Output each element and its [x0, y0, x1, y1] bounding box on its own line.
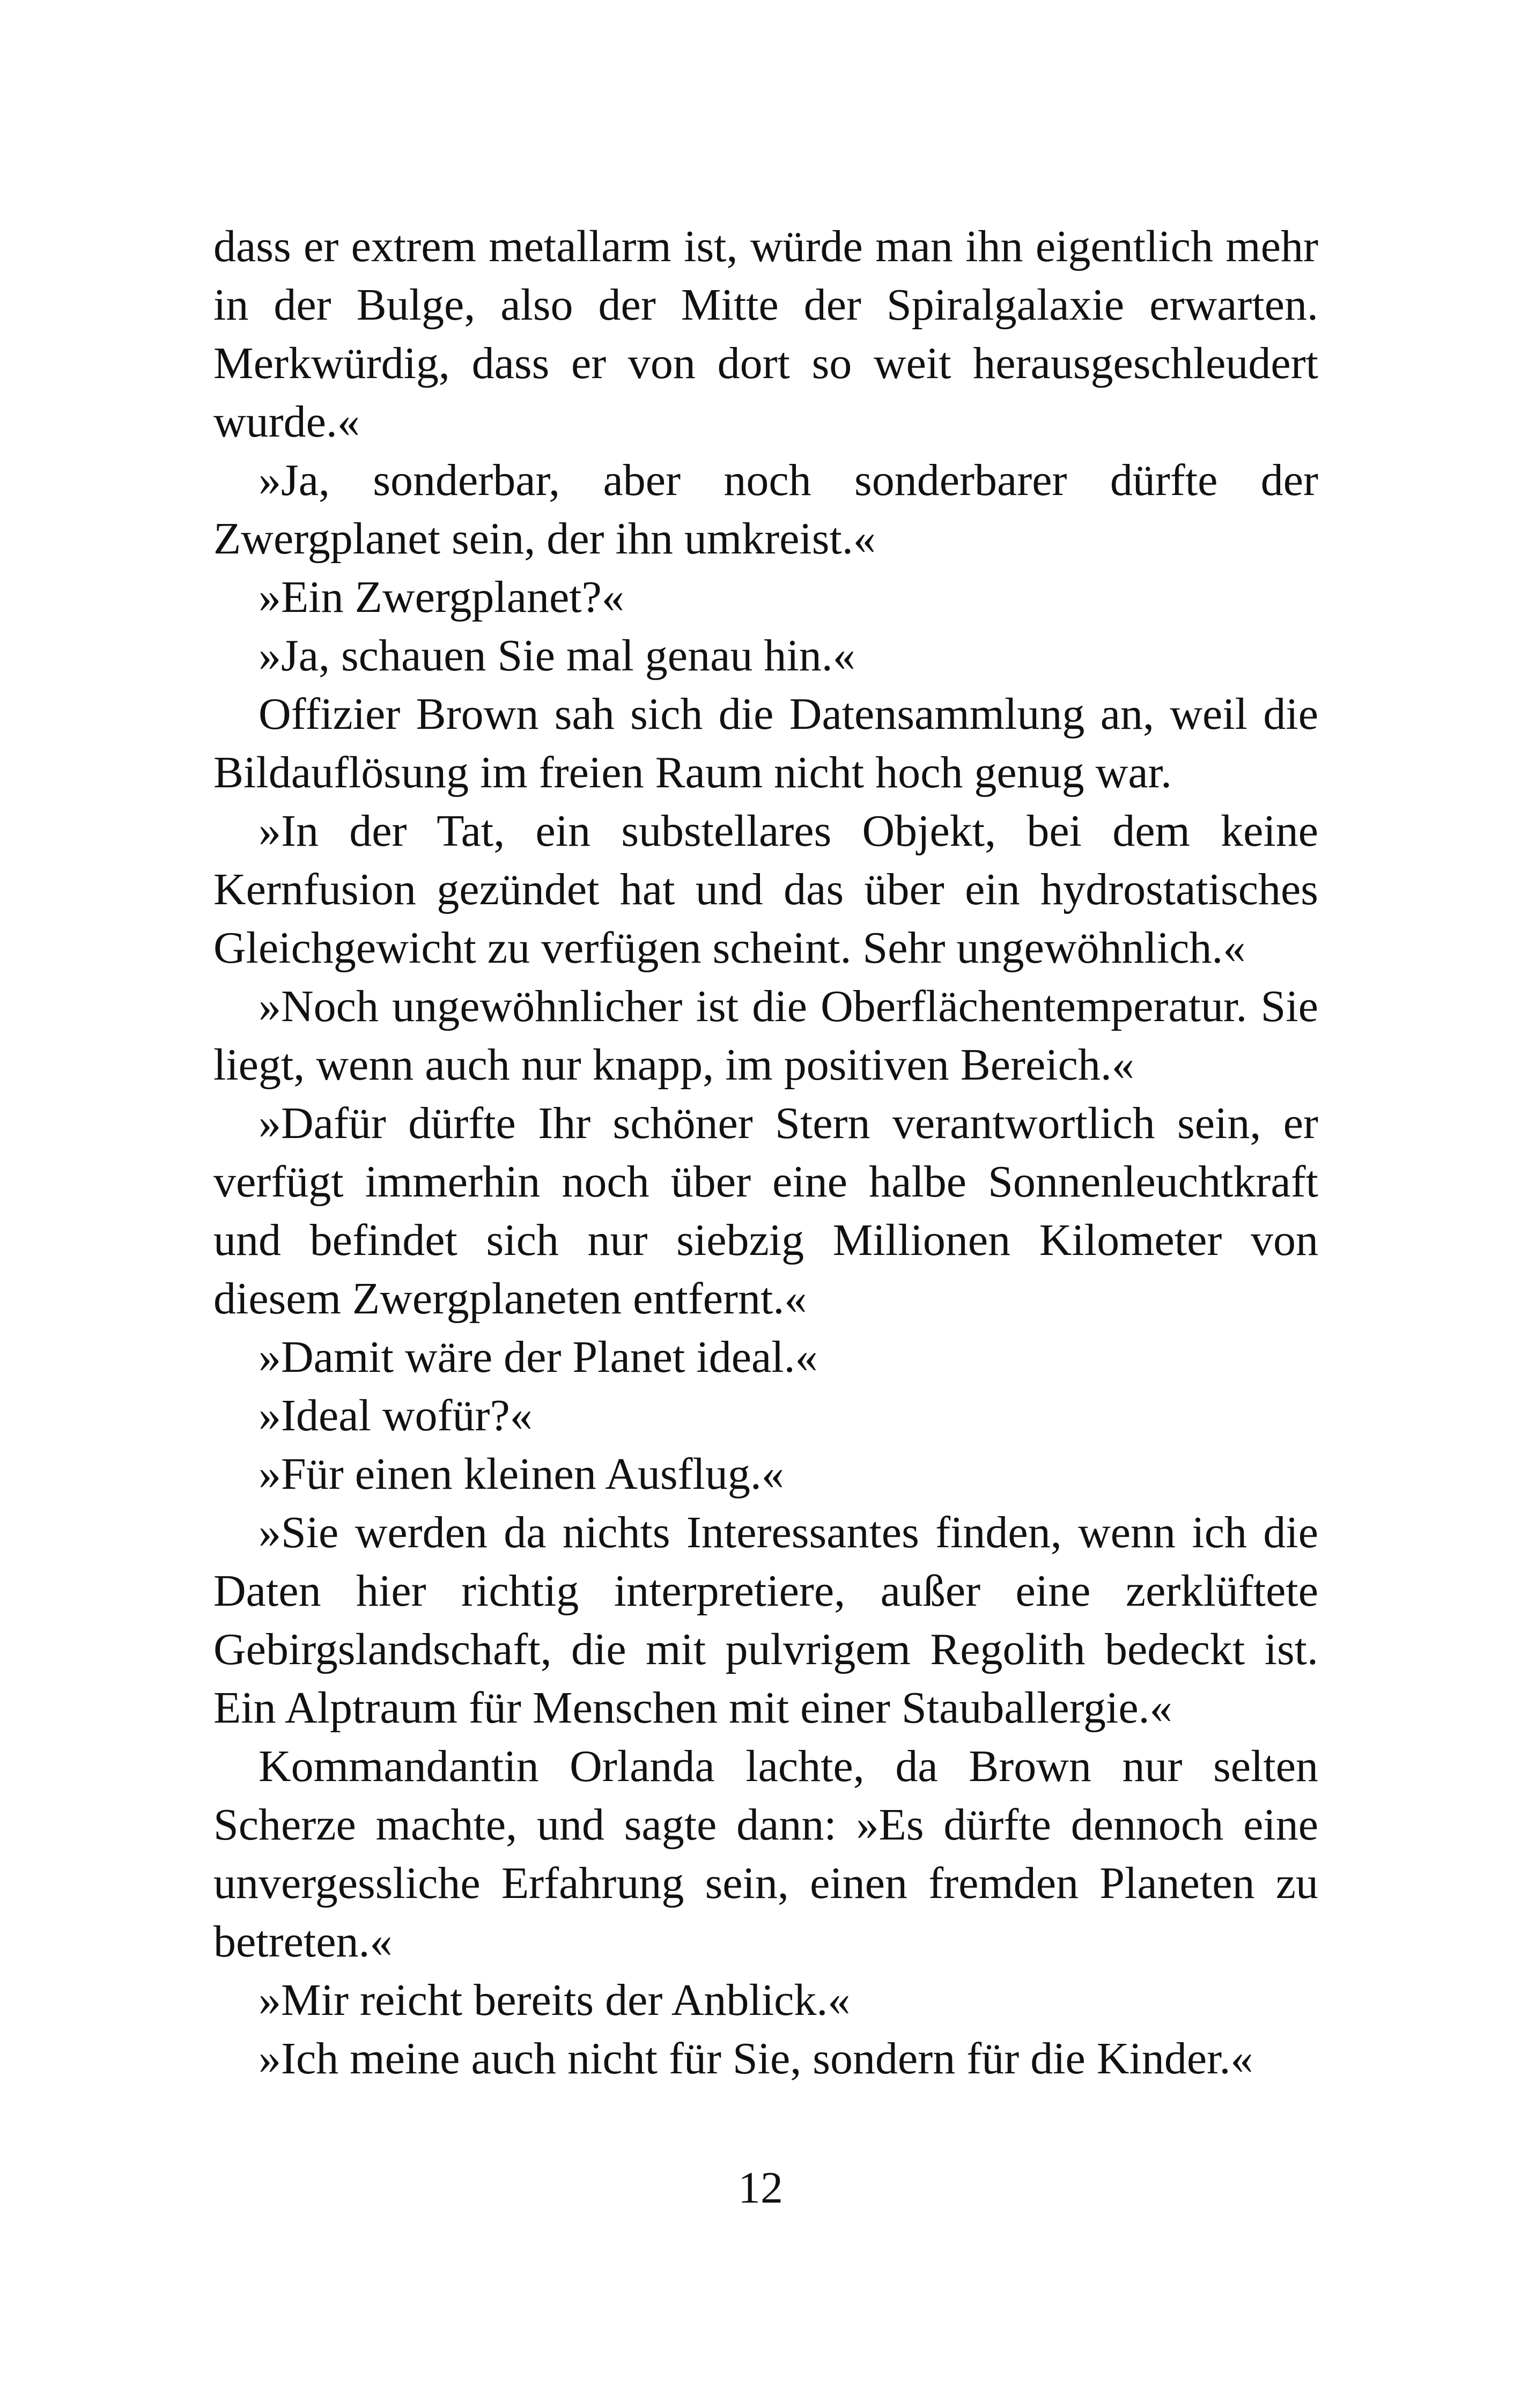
paragraph: »Ich meine auch nicht für Sie, sondern für die Kinder.«: [259, 2034, 1253, 2084]
paragraph: »Noch ungewöhnlicher ist die Oberflächentemperatur. Sie liegt, wenn auch nur knapp, im positiven Bereich.«: [213, 981, 1318, 1090]
paragraph: »Dafür dürfte Ihr schöner Stern verantwortlich sein, er verfügt immerhin noch über eine halbe Sonnenleuchtkraft und befindet sich nur siebzig Millionen Kilometer von diesem Zwergplaneten entfernt.«: [213, 1098, 1318, 1324]
paragraph: »Ja, schauen Sie mal genau hin.«: [259, 631, 855, 681]
body-text: [213, 217, 1318, 2088]
paragraph: dass er extrem metallarm ist, würde man ihn eigentlich mehr in der Bulge, also der Mitte der Spiralgalaxie erwarten. Merkwürdig, dass er von dort so weit herausgeschleudert wurde.«: [213, 221, 1318, 447]
paragraph: Offizier Brown sah sich die Datensammlung an, weil die Bildauflösung im freien Raum nicht hoch genug war.: [213, 689, 1318, 797]
paragraph: »Mir reicht bereits der Anblick.«: [259, 1975, 851, 2025]
paragraph: »Ideal wofür?«: [259, 1391, 533, 1441]
page-number: 12: [738, 2163, 783, 2213]
paragraph: »Ja, sonderbar, aber noch sonderbarer dürfte der Zwergplanet sein, der ihn umkreist.«: [213, 455, 1318, 564]
paragraph: Kommandantin Orlanda lachte, da Brown nur selten Scherze machte, und sagte dann: »Es dürfte dennoch eine unvergessliche Erfahrung sein, einen fremden Planeten zu betreten.«: [213, 1741, 1318, 1967]
paragraph: »Damit wäre der Planet ideal.«: [259, 1332, 818, 1382]
paragraph: »Sie werden da nichts Interessantes finden, wenn ich die Daten hier richtig interpretiere, außer eine zerklüftete Gebirgslandschaft, die mit pulvrigem Regolith bedeckt ist. Ein Alptraum für Menschen mit einer Stauballergie.«: [213, 1508, 1318, 1733]
paragraph: »In der Tat, ein substellares Objekt, bei dem keine Kernfusion gezündet hat und das über ein hydrostatisches Gleichgewicht zu verfügen scheint. Sehr ungewöhnlich.«: [213, 806, 1318, 973]
paragraph: »Für einen kleinen Ausflug.«: [259, 1449, 784, 1499]
paragraph: »Ein Zwergplanet?«: [259, 572, 624, 622]
